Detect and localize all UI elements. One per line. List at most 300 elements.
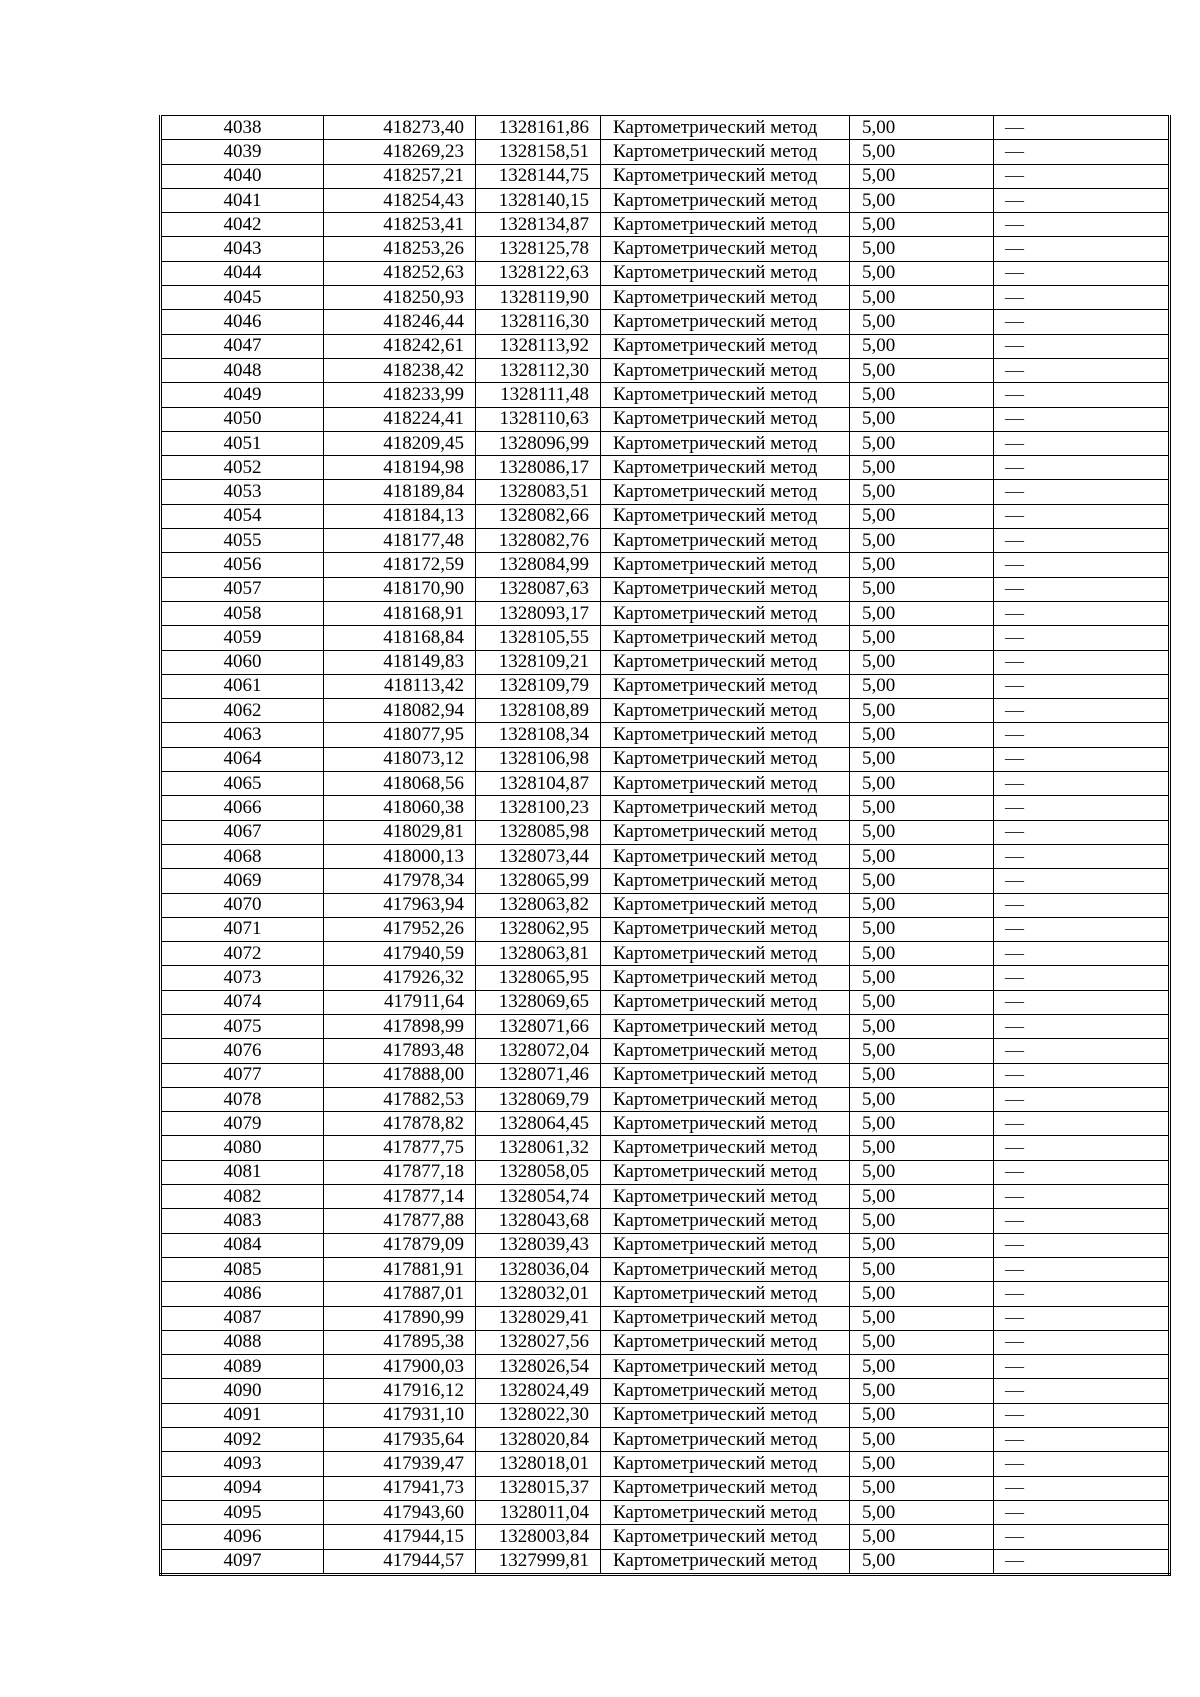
y-coordinate-cell: 1328140,15 bbox=[476, 188, 601, 212]
y-coordinate-cell: 1328109,21 bbox=[476, 650, 601, 674]
x-coordinate-cell: 418224,41 bbox=[324, 407, 476, 431]
accuracy-cell: 5,00 bbox=[850, 237, 994, 261]
point-number-cell: 4092 bbox=[161, 1428, 324, 1452]
method-cell: Картометрический метод bbox=[601, 188, 850, 212]
method-cell: Картометрический метод bbox=[601, 1063, 850, 1087]
accuracy-cell: 5,00 bbox=[850, 796, 994, 820]
accuracy-cell: 5,00 bbox=[850, 893, 994, 917]
method-cell: Картометрический метод bbox=[601, 966, 850, 990]
y-coordinate-cell: 1328063,81 bbox=[476, 942, 601, 966]
x-coordinate-cell: 417931,10 bbox=[324, 1403, 476, 1427]
y-coordinate-cell: 1328011,04 bbox=[476, 1500, 601, 1524]
x-coordinate-cell: 417881,91 bbox=[324, 1257, 476, 1281]
point-number-cell: 4051 bbox=[161, 431, 324, 455]
x-coordinate-cell: 417895,38 bbox=[324, 1330, 476, 1354]
x-coordinate-cell: 417935,64 bbox=[324, 1428, 476, 1452]
description-cell: — bbox=[994, 480, 1170, 504]
description-cell: — bbox=[994, 407, 1170, 431]
y-coordinate-cell: 1328069,65 bbox=[476, 990, 601, 1014]
x-coordinate-cell: 418238,42 bbox=[324, 358, 476, 382]
description-cell: — bbox=[994, 820, 1170, 844]
point-number-cell: 4053 bbox=[161, 480, 324, 504]
x-coordinate-cell: 417941,73 bbox=[324, 1476, 476, 1500]
y-coordinate-cell: 1328024,49 bbox=[476, 1379, 601, 1403]
table-row bbox=[161, 1014, 1170, 1038]
table-row bbox=[161, 893, 1170, 917]
accuracy-cell: 5,00 bbox=[850, 1063, 994, 1087]
table-row bbox=[161, 747, 1170, 771]
table-row bbox=[161, 674, 1170, 698]
accuracy-cell: 5,00 bbox=[850, 1112, 994, 1136]
description-cell: — bbox=[994, 893, 1170, 917]
method-cell: Картометрический метод bbox=[601, 116, 850, 140]
method-cell: Картометрический метод bbox=[601, 1525, 850, 1549]
table-row bbox=[161, 1039, 1170, 1063]
y-coordinate-cell: 1328134,87 bbox=[476, 213, 601, 237]
description-cell: — bbox=[994, 140, 1170, 164]
y-coordinate-cell: 1328122,63 bbox=[476, 261, 601, 285]
table-row bbox=[161, 772, 1170, 796]
method-cell: Картометрический метод bbox=[601, 699, 850, 723]
description-cell: — bbox=[994, 844, 1170, 868]
method-cell: Картометрический метод bbox=[601, 1403, 850, 1427]
point-number-cell: 4083 bbox=[161, 1209, 324, 1233]
y-coordinate-cell: 1328119,90 bbox=[476, 286, 601, 310]
y-coordinate-cell: 1328069,79 bbox=[476, 1087, 601, 1111]
description-cell: — bbox=[994, 723, 1170, 747]
description-cell: — bbox=[994, 650, 1170, 674]
accuracy-cell: 5,00 bbox=[850, 1330, 994, 1354]
accuracy-cell: 5,00 bbox=[850, 917, 994, 941]
table-row bbox=[161, 1282, 1170, 1306]
point-number-cell: 4042 bbox=[161, 213, 324, 237]
x-coordinate-cell: 417877,88 bbox=[324, 1209, 476, 1233]
y-coordinate-cell: 1328029,41 bbox=[476, 1306, 601, 1330]
accuracy-cell: 5,00 bbox=[850, 358, 994, 382]
point-number-cell: 4046 bbox=[161, 310, 324, 334]
x-coordinate-cell: 418233,99 bbox=[324, 383, 476, 407]
y-coordinate-cell: 1328109,79 bbox=[476, 674, 601, 698]
y-coordinate-cell: 1328061,32 bbox=[476, 1136, 601, 1160]
point-number-cell: 4086 bbox=[161, 1282, 324, 1306]
table-row bbox=[161, 480, 1170, 504]
accuracy-cell: 5,00 bbox=[850, 1525, 994, 1549]
point-number-cell: 4080 bbox=[161, 1136, 324, 1160]
point-number-cell: 4055 bbox=[161, 529, 324, 553]
y-coordinate-cell: 1328054,74 bbox=[476, 1185, 601, 1209]
table-row bbox=[161, 723, 1170, 747]
point-number-cell: 4078 bbox=[161, 1087, 324, 1111]
point-number-cell: 4073 bbox=[161, 966, 324, 990]
method-cell: Картометрический метод bbox=[601, 261, 850, 285]
y-coordinate-cell: 1328125,78 bbox=[476, 237, 601, 261]
description-cell: — bbox=[994, 334, 1170, 358]
point-number-cell: 4071 bbox=[161, 917, 324, 941]
description-cell: — bbox=[994, 1039, 1170, 1063]
description-cell: — bbox=[994, 747, 1170, 771]
point-number-cell: 4087 bbox=[161, 1306, 324, 1330]
x-coordinate-cell: 418246,44 bbox=[324, 310, 476, 334]
description-cell: — bbox=[994, 796, 1170, 820]
point-number-cell: 4057 bbox=[161, 577, 324, 601]
coordinates-table bbox=[159, 115, 1171, 1576]
x-coordinate-cell: 417882,53 bbox=[324, 1087, 476, 1111]
method-cell: Картометрический метод bbox=[601, 1500, 850, 1524]
y-coordinate-cell: 1328111,48 bbox=[476, 383, 601, 407]
y-coordinate-cell: 1328144,75 bbox=[476, 164, 601, 188]
description-cell: — bbox=[994, 1112, 1170, 1136]
accuracy-cell: 5,00 bbox=[850, 1257, 994, 1281]
table-row bbox=[161, 261, 1170, 285]
y-coordinate-cell: 1328082,66 bbox=[476, 504, 601, 528]
point-number-cell: 4082 bbox=[161, 1185, 324, 1209]
accuracy-cell: 5,00 bbox=[850, 504, 994, 528]
point-number-cell: 4066 bbox=[161, 796, 324, 820]
point-number-cell: 4050 bbox=[161, 407, 324, 431]
y-coordinate-cell: 1328087,63 bbox=[476, 577, 601, 601]
y-coordinate-cell: 1327999,81 bbox=[476, 1549, 601, 1574]
x-coordinate-cell: 417877,18 bbox=[324, 1160, 476, 1184]
y-coordinate-cell: 1328063,82 bbox=[476, 893, 601, 917]
method-cell: Картометрический метод bbox=[601, 553, 850, 577]
y-coordinate-cell: 1328112,30 bbox=[476, 358, 601, 382]
x-coordinate-cell: 417879,09 bbox=[324, 1233, 476, 1257]
description-cell: — bbox=[994, 626, 1170, 650]
x-coordinate-cell: 417877,75 bbox=[324, 1136, 476, 1160]
table-row bbox=[161, 1549, 1170, 1574]
table-row bbox=[161, 1209, 1170, 1233]
accuracy-cell: 5,00 bbox=[850, 1209, 994, 1233]
method-cell: Картометрический метод bbox=[601, 529, 850, 553]
x-coordinate-cell: 417898,99 bbox=[324, 1014, 476, 1038]
accuracy-cell: 5,00 bbox=[850, 553, 994, 577]
description-cell: — bbox=[994, 213, 1170, 237]
x-coordinate-cell: 418172,59 bbox=[324, 553, 476, 577]
x-coordinate-cell: 418168,91 bbox=[324, 601, 476, 625]
x-coordinate-cell: 418029,81 bbox=[324, 820, 476, 844]
point-number-cell: 4064 bbox=[161, 747, 324, 771]
method-cell: Картометрический метод bbox=[601, 1452, 850, 1476]
y-coordinate-cell: 1328096,99 bbox=[476, 431, 601, 455]
accuracy-cell: 5,00 bbox=[850, 1014, 994, 1038]
method-cell: Картометрический метод bbox=[601, 1185, 850, 1209]
method-cell: Картометрический метод bbox=[601, 286, 850, 310]
accuracy-cell: 5,00 bbox=[850, 1087, 994, 1111]
x-coordinate-cell: 418253,26 bbox=[324, 237, 476, 261]
method-cell: Картометрический метод bbox=[601, 1112, 850, 1136]
y-coordinate-cell: 1328116,30 bbox=[476, 310, 601, 334]
table-row bbox=[161, 140, 1170, 164]
description-cell: — bbox=[994, 164, 1170, 188]
point-number-cell: 4081 bbox=[161, 1160, 324, 1184]
point-number-cell: 4047 bbox=[161, 334, 324, 358]
y-coordinate-cell: 1328003,84 bbox=[476, 1525, 601, 1549]
accuracy-cell: 5,00 bbox=[850, 188, 994, 212]
table-row bbox=[161, 237, 1170, 261]
method-cell: Картометрический метод bbox=[601, 577, 850, 601]
point-number-cell: 4069 bbox=[161, 869, 324, 893]
y-coordinate-cell: 1328084,99 bbox=[476, 553, 601, 577]
table-row bbox=[161, 869, 1170, 893]
method-cell: Картометрический метод bbox=[601, 1330, 850, 1354]
point-number-cell: 4038 bbox=[161, 116, 324, 140]
accuracy-cell: 5,00 bbox=[850, 869, 994, 893]
point-number-cell: 4059 bbox=[161, 626, 324, 650]
description-cell: — bbox=[994, 188, 1170, 212]
accuracy-cell: 5,00 bbox=[850, 1476, 994, 1500]
description-cell: — bbox=[994, 699, 1170, 723]
x-coordinate-cell: 417887,01 bbox=[324, 1282, 476, 1306]
x-coordinate-cell: 418253,41 bbox=[324, 213, 476, 237]
method-cell: Картометрический метод bbox=[601, 431, 850, 455]
point-number-cell: 4089 bbox=[161, 1355, 324, 1379]
method-cell: Картометрический метод bbox=[601, 164, 850, 188]
description-cell: — bbox=[994, 1476, 1170, 1500]
accuracy-cell: 5,00 bbox=[850, 577, 994, 601]
table-row bbox=[161, 844, 1170, 868]
method-cell: Картометрический метод bbox=[601, 1379, 850, 1403]
y-coordinate-cell: 1328082,76 bbox=[476, 529, 601, 553]
point-number-cell: 4097 bbox=[161, 1549, 324, 1574]
point-number-cell: 4062 bbox=[161, 699, 324, 723]
method-cell: Картометрический метод bbox=[601, 917, 850, 941]
method-cell: Картометрический метод bbox=[601, 1039, 850, 1063]
x-coordinate-cell: 418209,45 bbox=[324, 431, 476, 455]
point-number-cell: 4056 bbox=[161, 553, 324, 577]
x-coordinate-cell: 418113,42 bbox=[324, 674, 476, 698]
point-number-cell: 4077 bbox=[161, 1063, 324, 1087]
method-cell: Картометрический метод bbox=[601, 383, 850, 407]
point-number-cell: 4052 bbox=[161, 456, 324, 480]
table-row bbox=[161, 334, 1170, 358]
accuracy-cell: 5,00 bbox=[850, 116, 994, 140]
method-cell: Картометрический метод bbox=[601, 601, 850, 625]
y-coordinate-cell: 1328108,34 bbox=[476, 723, 601, 747]
table-row bbox=[161, 1330, 1170, 1354]
table-row bbox=[161, 1306, 1170, 1330]
description-cell: — bbox=[994, 1136, 1170, 1160]
method-cell: Картометрический метод bbox=[601, 1014, 850, 1038]
table-row bbox=[161, 1185, 1170, 1209]
accuracy-cell: 5,00 bbox=[850, 286, 994, 310]
method-cell: Картометрический метод bbox=[601, 456, 850, 480]
y-coordinate-cell: 1328020,84 bbox=[476, 1428, 601, 1452]
point-number-cell: 4094 bbox=[161, 1476, 324, 1500]
accuracy-cell: 5,00 bbox=[850, 1379, 994, 1403]
description-cell: — bbox=[994, 1087, 1170, 1111]
table-row bbox=[161, 626, 1170, 650]
x-coordinate-cell: 418184,13 bbox=[324, 504, 476, 528]
table-row bbox=[161, 383, 1170, 407]
method-cell: Картометрический метод bbox=[601, 1087, 850, 1111]
accuracy-cell: 5,00 bbox=[850, 1136, 994, 1160]
table-row bbox=[161, 1087, 1170, 1111]
x-coordinate-cell: 418149,83 bbox=[324, 650, 476, 674]
description-cell: — bbox=[994, 1355, 1170, 1379]
point-number-cell: 4090 bbox=[161, 1379, 324, 1403]
accuracy-cell: 5,00 bbox=[850, 942, 994, 966]
y-coordinate-cell: 1328110,63 bbox=[476, 407, 601, 431]
description-cell: — bbox=[994, 942, 1170, 966]
point-number-cell: 4075 bbox=[161, 1014, 324, 1038]
description-cell: — bbox=[994, 990, 1170, 1014]
accuracy-cell: 5,00 bbox=[850, 1355, 994, 1379]
table-row bbox=[161, 1136, 1170, 1160]
method-cell: Картометрический метод bbox=[601, 893, 850, 917]
x-coordinate-cell: 418250,93 bbox=[324, 286, 476, 310]
x-coordinate-cell: 417890,99 bbox=[324, 1306, 476, 1330]
table-row bbox=[161, 1063, 1170, 1087]
method-cell: Картометрический метод bbox=[601, 747, 850, 771]
point-number-cell: 4039 bbox=[161, 140, 324, 164]
description-cell: — bbox=[994, 601, 1170, 625]
point-number-cell: 4068 bbox=[161, 844, 324, 868]
accuracy-cell: 5,00 bbox=[850, 990, 994, 1014]
x-coordinate-cell: 418060,38 bbox=[324, 796, 476, 820]
x-coordinate-cell: 417939,47 bbox=[324, 1452, 476, 1476]
accuracy-cell: 5,00 bbox=[850, 456, 994, 480]
y-coordinate-cell: 1328104,87 bbox=[476, 772, 601, 796]
point-number-cell: 4093 bbox=[161, 1452, 324, 1476]
y-coordinate-cell: 1328043,68 bbox=[476, 1209, 601, 1233]
table-row bbox=[161, 990, 1170, 1014]
table-row bbox=[161, 164, 1170, 188]
x-coordinate-cell: 418170,90 bbox=[324, 577, 476, 601]
y-coordinate-cell: 1328105,55 bbox=[476, 626, 601, 650]
accuracy-cell: 5,00 bbox=[850, 334, 994, 358]
x-coordinate-cell: 417944,57 bbox=[324, 1549, 476, 1574]
table-row bbox=[161, 1355, 1170, 1379]
accuracy-cell: 5,00 bbox=[850, 650, 994, 674]
method-cell: Картометрический метод bbox=[601, 334, 850, 358]
description-cell: — bbox=[994, 1014, 1170, 1038]
y-coordinate-cell: 1328027,56 bbox=[476, 1330, 601, 1354]
method-cell: Картометрический метод bbox=[601, 1476, 850, 1500]
description-cell: — bbox=[994, 577, 1170, 601]
method-cell: Картометрический метод bbox=[601, 358, 850, 382]
point-number-cell: 4041 bbox=[161, 188, 324, 212]
table-row bbox=[161, 116, 1170, 140]
description-cell: — bbox=[994, 237, 1170, 261]
point-number-cell: 4091 bbox=[161, 1403, 324, 1427]
method-cell: Картометрический метод bbox=[601, 140, 850, 164]
method-cell: Картометрический метод bbox=[601, 869, 850, 893]
table-row bbox=[161, 796, 1170, 820]
point-number-cell: 4049 bbox=[161, 383, 324, 407]
method-cell: Картометрический метод bbox=[601, 1428, 850, 1452]
table-row bbox=[161, 1525, 1170, 1549]
y-coordinate-cell: 1328071,66 bbox=[476, 1014, 601, 1038]
x-coordinate-cell: 417916,12 bbox=[324, 1379, 476, 1403]
point-number-cell: 4070 bbox=[161, 893, 324, 917]
table-row bbox=[161, 917, 1170, 941]
accuracy-cell: 5,00 bbox=[850, 966, 994, 990]
table-row bbox=[161, 1476, 1170, 1500]
accuracy-cell: 5,00 bbox=[850, 747, 994, 771]
table-row bbox=[161, 820, 1170, 844]
description-cell: — bbox=[994, 1306, 1170, 1330]
accuracy-cell: 5,00 bbox=[850, 529, 994, 553]
table-row bbox=[161, 431, 1170, 455]
y-coordinate-cell: 1328093,17 bbox=[476, 601, 601, 625]
description-cell: — bbox=[994, 917, 1170, 941]
accuracy-cell: 5,00 bbox=[850, 261, 994, 285]
point-number-cell: 4096 bbox=[161, 1525, 324, 1549]
description-cell: — bbox=[994, 1330, 1170, 1354]
table-row bbox=[161, 577, 1170, 601]
description-cell: — bbox=[994, 869, 1170, 893]
description-cell: — bbox=[994, 1525, 1170, 1549]
method-cell: Картометрический метод bbox=[601, 237, 850, 261]
table-row bbox=[161, 310, 1170, 334]
description-cell: — bbox=[994, 1233, 1170, 1257]
x-coordinate-cell: 418082,94 bbox=[324, 699, 476, 723]
x-coordinate-cell: 417900,03 bbox=[324, 1355, 476, 1379]
description-cell: — bbox=[994, 1160, 1170, 1184]
y-coordinate-cell: 1328085,98 bbox=[476, 820, 601, 844]
method-cell: Картометрический метод bbox=[601, 407, 850, 431]
description-cell: — bbox=[994, 286, 1170, 310]
x-coordinate-cell: 418068,56 bbox=[324, 772, 476, 796]
method-cell: Картометрический метод bbox=[601, 650, 850, 674]
description-cell: — bbox=[994, 1185, 1170, 1209]
description-cell: — bbox=[994, 1500, 1170, 1524]
accuracy-cell: 5,00 bbox=[850, 772, 994, 796]
table-row bbox=[161, 1257, 1170, 1281]
method-cell: Картометрический метод bbox=[601, 1282, 850, 1306]
x-coordinate-cell: 417944,15 bbox=[324, 1525, 476, 1549]
table-row bbox=[161, 1160, 1170, 1184]
point-number-cell: 4054 bbox=[161, 504, 324, 528]
table-row bbox=[161, 1452, 1170, 1476]
y-coordinate-cell: 1328108,89 bbox=[476, 699, 601, 723]
description-cell: — bbox=[994, 116, 1170, 140]
method-cell: Картометрический метод bbox=[601, 1355, 850, 1379]
point-number-cell: 4067 bbox=[161, 820, 324, 844]
y-coordinate-cell: 1328064,45 bbox=[476, 1112, 601, 1136]
description-cell: — bbox=[994, 383, 1170, 407]
table-row bbox=[161, 650, 1170, 674]
accuracy-cell: 5,00 bbox=[850, 1160, 994, 1184]
description-cell: — bbox=[994, 358, 1170, 382]
table-row bbox=[161, 407, 1170, 431]
table-row bbox=[161, 1403, 1170, 1427]
point-number-cell: 4058 bbox=[161, 601, 324, 625]
point-number-cell: 4074 bbox=[161, 990, 324, 1014]
x-coordinate-cell: 418000,13 bbox=[324, 844, 476, 868]
y-coordinate-cell: 1328015,37 bbox=[476, 1476, 601, 1500]
x-coordinate-cell: 417877,14 bbox=[324, 1185, 476, 1209]
method-cell: Картометрический метод bbox=[601, 942, 850, 966]
point-number-cell: 4044 bbox=[161, 261, 324, 285]
accuracy-cell: 5,00 bbox=[850, 1549, 994, 1574]
description-cell: — bbox=[994, 553, 1170, 577]
table-row bbox=[161, 529, 1170, 553]
method-cell: Картометрический метод bbox=[601, 504, 850, 528]
y-coordinate-cell: 1328018,01 bbox=[476, 1452, 601, 1476]
y-coordinate-cell: 1328065,95 bbox=[476, 966, 601, 990]
accuracy-cell: 5,00 bbox=[850, 699, 994, 723]
x-coordinate-cell: 418168,84 bbox=[324, 626, 476, 650]
point-number-cell: 4065 bbox=[161, 772, 324, 796]
description-cell: — bbox=[994, 261, 1170, 285]
method-cell: Картометрический метод bbox=[601, 213, 850, 237]
x-coordinate-cell: 417926,32 bbox=[324, 966, 476, 990]
method-cell: Картометрический метод bbox=[601, 1160, 850, 1184]
accuracy-cell: 5,00 bbox=[850, 310, 994, 334]
accuracy-cell: 5,00 bbox=[850, 1428, 994, 1452]
description-cell: — bbox=[994, 504, 1170, 528]
